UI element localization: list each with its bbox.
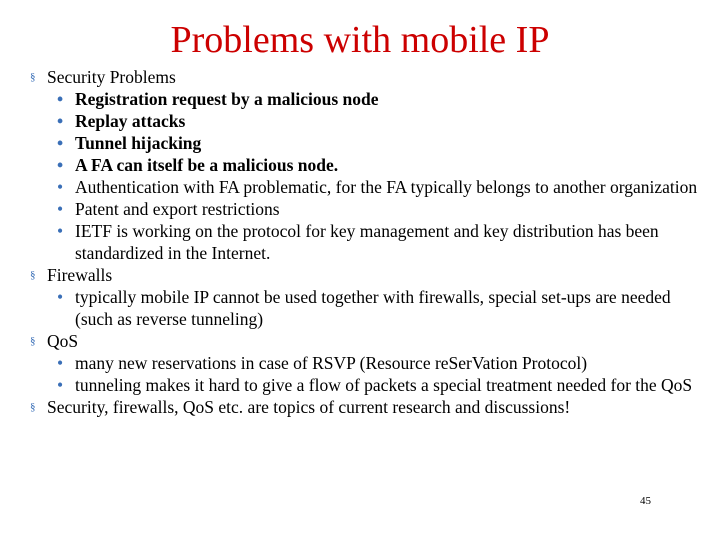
list-item [0, 132, 720, 154]
section-heading-firewalls [0, 264, 720, 286]
list-item-text: Tunnel hijacking [75, 133, 202, 153]
section-heading-text: QoS [47, 331, 79, 351]
section-heading-qos [0, 330, 720, 352]
list-item [0, 374, 720, 396]
section-heading-text: Security, firewalls, QoS etc. are topics of current research and discussions! [47, 397, 571, 417]
dot-bullet-icon: • [57, 155, 64, 175]
slide-title: Problems with mobile IP [170, 19, 550, 61]
square-bullet-icon: § [30, 71, 36, 83]
dot-bullet-icon: • [57, 177, 64, 197]
list-item-text: Patent and export restrictions [75, 199, 280, 219]
dot-bullet-icon: • [57, 353, 64, 373]
dot-bullet-icon: • [57, 221, 64, 241]
section-heading-text: Security Problems [47, 67, 176, 87]
list-item-text: IETF is working on the protocol for key management and key distribution has been standardized in the Internet. [75, 221, 659, 263]
list-item-text: Replay attacks [75, 111, 186, 131]
dot-bullet-icon: • [57, 111, 64, 131]
list-item [0, 176, 720, 198]
list-item-text: tunneling makes it hard to give a flow of packets a special treatment needed for the QoS [75, 375, 693, 395]
list-item-text: Registration request by a malicious node [75, 89, 379, 109]
dot-bullet-icon: • [57, 375, 64, 395]
slide-content [0, 66, 720, 418]
list-item [0, 88, 720, 110]
list-item [0, 154, 720, 176]
list-item [0, 110, 720, 132]
square-bullet-icon: § [30, 269, 36, 281]
list-item [0, 220, 720, 264]
list-item-text: Authentication with FA problematic, for the FA typically belongs to another organization [75, 177, 698, 197]
page-number: 45 [640, 495, 651, 507]
dot-bullet-icon: • [57, 133, 64, 153]
list-item [0, 286, 720, 330]
square-bullet-icon: § [30, 335, 36, 347]
list-item-text: A FA can itself be a malicious node. [75, 155, 339, 175]
list-item [0, 352, 720, 374]
list-item-text: typically mobile IP cannot be used together with firewalls, special set-ups are needed (such as reverse tunneling) [75, 287, 671, 329]
list-item-text: many new reservations in case of RSVP (Resource reSerVation Protocol) [75, 353, 588, 373]
list-item [0, 198, 720, 220]
section-heading-security [0, 66, 720, 88]
dot-bullet-icon: • [57, 287, 64, 307]
dot-bullet-icon: • [57, 199, 64, 219]
dot-bullet-icon: • [57, 89, 64, 109]
section-heading-text: Firewalls [47, 265, 113, 285]
section-heading-research [0, 396, 720, 418]
square-bullet-icon: § [30, 401, 36, 413]
